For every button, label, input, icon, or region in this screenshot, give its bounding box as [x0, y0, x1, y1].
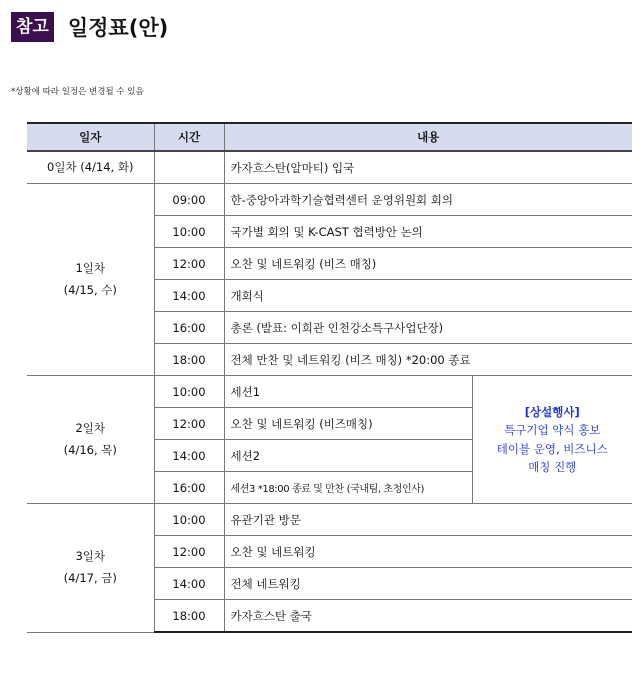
- day0-content: 카자흐스탄(알마티) 입국: [224, 151, 632, 184]
- day1-content-2: 오찬 및 네트워킹 (비즈 매칭): [224, 248, 632, 280]
- day0-label: 0일차 (4/14, 화): [27, 151, 154, 184]
- day2-time-1: 12:00: [154, 408, 224, 440]
- day2-time-3: 16:00: [154, 472, 224, 504]
- reference-badge: 참고: [11, 12, 54, 42]
- day1-content-3: 개회식: [224, 280, 632, 312]
- page-title: 일정표(안): [67, 16, 169, 40]
- day2-content-1: 오찬 및 네트워킹 (비즈매칭): [224, 408, 472, 440]
- day3-label: 3일차: [75, 548, 106, 563]
- day0-time: [154, 151, 224, 184]
- day1-label: 1일차: [75, 260, 106, 275]
- day2-date: (4/16, 목): [63, 442, 117, 457]
- day1-time-3: 14:00: [154, 280, 224, 312]
- day1-content-4: 총론 (발표: 이희관 인천강소특구사업단장): [224, 312, 632, 344]
- day2-content-0: 세션1: [224, 376, 472, 408]
- day2-cell: [27, 376, 154, 504]
- day2-time-2: 14:00: [154, 440, 224, 472]
- standing-event-line2: 테이블 운영, 비즈니스: [496, 441, 608, 456]
- col-header-date: 일자: [27, 123, 154, 151]
- day1-content-0: 한-중앙아과학기술협력센터 운영위원회 회의: [224, 184, 632, 216]
- day3-content-2: 전체 네트워킹: [224, 568, 632, 600]
- day2-content-2: 세션2: [224, 440, 472, 472]
- table-row: [27, 151, 632, 184]
- table-header-row: [27, 123, 632, 151]
- day1-time-0: 09:00: [154, 184, 224, 216]
- day3-time-1: 12:00: [154, 536, 224, 568]
- day2-content-3: 세션3 *18:00 종료 및 만찬 (국내팀, 초청인사): [224, 472, 472, 504]
- standing-event-cell: [472, 376, 632, 504]
- day1-content-5: 전체 만찬 및 네트워킹 (비즈 매칭) *20:00 종료: [224, 344, 632, 376]
- col-header-content: 내용: [224, 123, 632, 151]
- standing-event-line1: 특구기업 약식 홍보: [504, 423, 601, 438]
- day3-time-3: 18:00: [154, 600, 224, 633]
- day3-content-0: 유관기관 방문: [224, 504, 632, 536]
- schedule-note: *상황에 따라 일정은 변경될 수 있음: [11, 87, 144, 97]
- day3-time-0: 10:00: [154, 504, 224, 536]
- day2-time-0: 10:00: [154, 376, 224, 408]
- day3-cell: [27, 504, 154, 633]
- day1-time-4: 16:00: [154, 312, 224, 344]
- col-header-time: 시간: [154, 123, 224, 151]
- day1-content-1: 국가별 회의 및 K-CAST 협력방안 논의: [224, 216, 632, 248]
- table-row: [27, 184, 632, 216]
- day3-content-1: 오찬 및 네트워킹: [224, 536, 632, 568]
- day3-time-2: 14:00: [154, 568, 224, 600]
- title-row: [11, 12, 168, 42]
- standing-event-title: [상설행사]: [524, 404, 580, 419]
- day3-content-3: 카자흐스탄 출국: [224, 600, 632, 633]
- table-row: [27, 504, 632, 536]
- day1-cell: [27, 184, 154, 376]
- day2-label: 2일차: [75, 420, 106, 435]
- day1-time-2: 12:00: [154, 248, 224, 280]
- table-row: [27, 376, 632, 408]
- day1-time-1: 10:00: [154, 216, 224, 248]
- standing-event-line3: 매칭 진행: [528, 459, 577, 474]
- day1-time-5: 18:00: [154, 344, 224, 376]
- day1-date: (4/15, 수): [63, 282, 117, 297]
- day3-date: (4/17, 금): [63, 570, 117, 585]
- schedule-table: [27, 122, 632, 633]
